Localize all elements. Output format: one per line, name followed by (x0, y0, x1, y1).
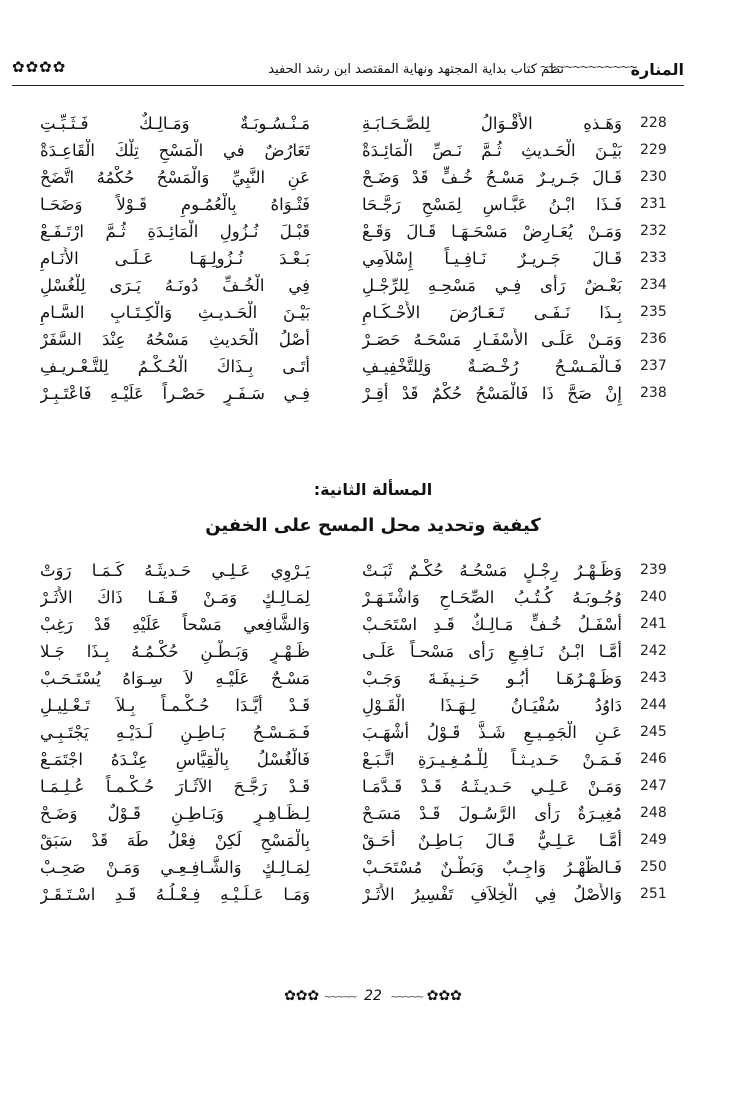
second-hemistich: عَنِ النَّبِيِّ وَالْمَسْحُ حُكْمُهُ اتَّضَحْ (40, 168, 310, 187)
header-rule (12, 85, 684, 86)
second-hemistich: فِي الْخُـفِّ دُونَـهُ يَـرَى لِلْغُسْلِ (40, 276, 310, 295)
first-hemistich: بَعْـضٌ رَأَى فِـي مَسْحِـهِ لِلرِّجْـلِ (362, 276, 622, 295)
second-hemistich: تَعَارُضٌ في الْمَسْحِ تِلْكَ الْقَاعِـدَةْ (40, 141, 310, 160)
verse-row (40, 613, 680, 640)
first-hemistich: وَمَـنْ عَلَـى الأَسْفَـارِ مَسْحَـهُ حَصَـرْ (362, 330, 622, 349)
footer-wave-divider: ~~~~~ (323, 992, 356, 1003)
verse-number: 233 (640, 250, 667, 266)
first-hemistich: إِنْ صَحَّ ذَا فَالْمَسْحُ حُكْمٌ قَدْ أُقِـرْ (362, 384, 622, 403)
first-hemistich: مُغِيـرَةٌ رَأَى الرَّسُـولَ قَـدْ مَسَـحْ (362, 804, 622, 823)
verse-row (40, 193, 680, 220)
verse-row (40, 829, 680, 856)
second-hemistich: وَالشَّافِعي مَسْحاً عَلَيْهِ قَدْ رَغِبْ (40, 615, 310, 634)
verse-row (40, 112, 680, 139)
second-hemistich: فَتْـوَاهُ بِالْعُمُـومِ قَـوْلاً وَضَحَـا (40, 195, 310, 214)
second-hemistich: بِالْمَسْحِ لَكِنْ فِعْلُ طَهَ قَدْ سَبَقْ (40, 831, 310, 850)
verse-row (40, 382, 680, 409)
second-hemistich: قَبْـلَ نُـزُولِ الْمَائِـدَةِ ثُـمَّ ارْتَـفَـعْ (40, 222, 310, 241)
verse-number: 249 (640, 832, 667, 848)
verse-number: 235 (640, 304, 667, 320)
verse-number: 248 (640, 805, 667, 821)
verse-row (40, 220, 680, 247)
section-subtitle: المسألة الثانية: (313, 480, 433, 499)
verse-row (40, 640, 680, 667)
first-hemistich: فَـالظُّهْـرُ وَاجِـبٌ وَبَطْـنٌ مُسْتَحَـبْ (362, 858, 622, 877)
second-hemistich: لِمَـالِـكٍ وَالشَّـافِـعِـي وَمَـنْ صَحِـبْ (40, 858, 310, 877)
second-hemistich: يَـرْوِي عَـلِـي حَـديثَـهُ كَـمَـا رَوَتْ (40, 561, 310, 580)
first-hemistich: فَـمَـنْ حَـديـثـاً لِلْـمُـغِـيـرَةِ اتَّـبَـعْ (362, 750, 622, 769)
first-hemistich: قَـالَ جَـريـرٌ نَـافِـيـاً إِسْلاَمِي (362, 249, 622, 268)
verse-number: 228 (640, 115, 667, 131)
verse-row (40, 274, 680, 301)
header-wave-divider: ~~~~~~~~~~~~ (539, 60, 636, 74)
first-hemistich: وُجُـوبَـهُ كُـتُـبُ الصِّحَـاحِ وَاشْتَـهَـرْ (362, 588, 622, 607)
verse-row (40, 721, 680, 748)
second-hemistich: فَالْغُسْلُ بِالْقِيَّاسِ عِنْـدَهُ اجْتَمَـعْ (40, 750, 310, 769)
verse-number: 239 (640, 562, 667, 578)
verse-number: 230 (640, 169, 667, 185)
verse-row (40, 301, 680, 328)
verse-number: 241 (640, 616, 667, 632)
verse-section-1 (40, 112, 680, 409)
first-hemistich: عَـنِ الْجَمِـيـعِ شَـذَّ قَـوْلُ أَشْهَـبَ (362, 723, 622, 742)
second-hemistich: أَتَـى بِـذَاكَ الْحُـكْـمُ لِلتَّـعْـريـفِ (40, 357, 310, 376)
first-hemistich: وَهَـذهِ الأَقْـوَالُ لِلصَّـحَـابَـةِ (362, 114, 622, 133)
verse-number: 247 (640, 778, 667, 794)
first-hemistich: أَمَّـا عَـلِـيٌّ قَـالَ بَـاطِـنٌ أَحَـقْ (362, 831, 622, 850)
verse-number: 250 (640, 859, 667, 875)
verse-row (40, 667, 680, 694)
verse-number: 243 (640, 670, 667, 686)
page-number: 22 (364, 988, 382, 1004)
second-hemistich: أَصْلُ الْحَديثِ مَسْحُهُ عِنْدَ السَّفَرْ (40, 330, 310, 349)
journal-name: المنارة (630, 60, 684, 79)
first-hemistich: فَـذَا ابْـنُ عَبَّـاسٍ لِمَسْحٍ رَجَّـحَا (362, 195, 622, 214)
section-title: كيفية وتحديد محل المسح على الخفين (205, 515, 541, 536)
footer-flower-ornament-icon: ✿✿✿ (426, 988, 462, 1004)
second-hemistich: مَـنْـسُـوبَـةٌ وَمَـالِـكٌ فَـثَـبِّـتِ (40, 114, 310, 133)
verse-row (40, 856, 680, 883)
second-hemistich: بَيْـنَ الْحَـديـثِ وَالْكِـتَـابِ السَّـامِ (40, 303, 310, 322)
second-hemistich: لِمَـالِـكٍ وَمَـنْ قَـفَـا ذَاكَ الأَثَـرْ (40, 588, 310, 607)
verse-number: 245 (640, 724, 667, 740)
second-hemistich: مَسْـحٌ عَلَيْـهِ لاَ سِـوَاهُ يُسْتَـحَـبْ (40, 669, 310, 688)
verse-number: 234 (640, 277, 667, 293)
verse-number: 242 (640, 643, 667, 659)
verse-row (40, 166, 680, 193)
verse-section-2 (40, 559, 680, 910)
second-hemistich: فِـي سَـفَـرٍ حَصْـراً عَلَيْـهِ فَاعْتَـبِـرْ (40, 384, 310, 403)
verse-number: 231 (640, 196, 667, 212)
second-hemistich: قَـدْ رَجَّـحَ الآثَـارَ حُـكْـمـاً عُـلِـمَـا (40, 777, 310, 796)
second-hemistich: بَـعْـدَ نُـزُولِـهَـا عَـلَـى الأَنَـامِ (40, 249, 310, 268)
verse-number: 251 (640, 886, 667, 902)
first-hemistich: بِـذَا نَـفَـى تَـعَـارُضَ الأَحْـكَـامِ (362, 303, 622, 322)
header-flower-ornament-icon: ✿✿✿✿ (12, 58, 67, 76)
footer-wave-divider: ~~~~~ (390, 992, 423, 1003)
verse-row (40, 802, 680, 829)
verse-row (40, 748, 680, 775)
first-hemistich: فَـالْمَـسْـحُ رُخْـصَـةٌ وَلِلتَّخْفِيـفِ (362, 357, 622, 376)
first-hemistich: أَسْفَـلُ خُـفٍّ مَـالِـكٌ قَـدِ اسْتَحَـبْ (362, 615, 622, 634)
verse-number: 240 (640, 589, 667, 605)
verse-row (40, 139, 680, 166)
second-hemistich: لِـظَـاهِـرٍ وَبَـاطِـنٍ قَـوْلٌ وَضَـحْ (40, 804, 310, 823)
first-hemistich: وَظَـهْـرُهَـا أَبُـو حَـنِـيفَـةَ وَجَـبْ (362, 669, 622, 688)
second-hemistich: فَـمَـسْـحُ بَـاطِـنٍ لَـدَيْـهِ يَجْتَـبِـي (40, 723, 310, 742)
second-hemistich: ظَـهْـرٍ وَبَـطْـنٍ حُكْـمُـهُ بِـذَا جَـلا (40, 642, 310, 661)
verse-row (40, 355, 680, 382)
verse-number: 237 (640, 358, 667, 374)
first-hemistich: وَالأَصْلُ فِي الْخِلاَفِ تَفْسِيرُ الأَثَـرْ (362, 885, 622, 904)
first-hemistich: قَـالَ جَـريـرٌ مَسْـحُ خُـفٍّ قَدْ وَضَـحْ (362, 168, 622, 187)
second-hemistich: وَمَـا عَـلَـيْـهِ فِـعْـلُـهُ قَـدِ اسْـتَـقَـرْ (40, 885, 310, 904)
verse-number: 246 (640, 751, 667, 767)
first-hemistich: دَاوُدُ سُفْيَـانُ لِـهَـذَا الْقَـوْلِ (362, 696, 622, 715)
verse-row (40, 559, 680, 586)
first-hemistich: وَمَـنْ عَـلِـي حَـديـثَـهُ قَـدْ قَـدَّمَـا (362, 777, 622, 796)
verse-number: 236 (640, 331, 667, 347)
page-header (12, 56, 684, 86)
first-hemistich: وَمَـنْ يُعَـارِضْ مَسْحَـهَـا قَـالَ وَقَـعْ (362, 222, 622, 241)
first-hemistich: وَظَـهْـرُ رِجْـلٍ مَسْحُـهُ حُكْـمٌ ثَبَـتْ (362, 561, 622, 580)
footer-flower-ornament-icon: ✿✿✿ (284, 988, 320, 1004)
verse-number: 232 (640, 223, 667, 239)
verse-number: 244 (640, 697, 667, 713)
verse-row (40, 328, 680, 355)
verse-row (40, 694, 680, 721)
header-title: نظم كتاب بداية المجتهد ونهاية المقتصد ابن رشد الحفيد (268, 62, 564, 77)
verse-row (40, 883, 680, 910)
verse-number: 238 (640, 385, 667, 401)
first-hemistich: أَمَّـا ابْـنُ نَـافِـعٍ رَأَى مَسْحـاً عَلَـى (362, 642, 622, 661)
verse-row (40, 775, 680, 802)
verse-row (40, 247, 680, 274)
second-hemistich: قَـدْ أَيَّـدَا حُـكْـمـاً بِـلاَ تَـعْـلِيـلِ (40, 696, 310, 715)
verse-row (40, 586, 680, 613)
verse-number: 229 (640, 142, 667, 158)
first-hemistich: بَيْـنَ الْحَـديثِ ثُـمَّ نَـصِّ الْمَائِـدَةْ (362, 141, 622, 160)
page-footer (0, 988, 746, 1004)
